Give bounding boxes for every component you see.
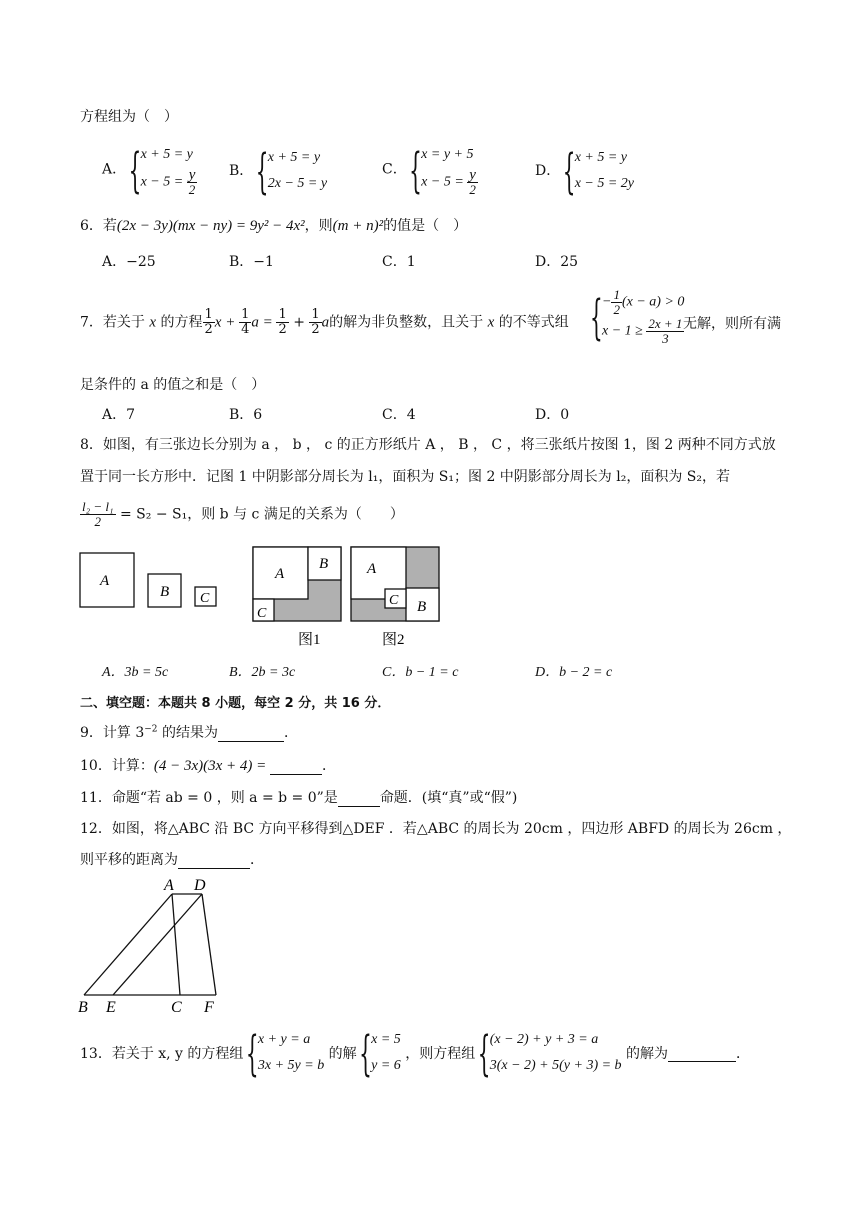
q7-option-a: A．7 — [102, 407, 136, 423]
q8-stem-line2: 置于同一长方形中．记图 1 中阴影部分周长为 l₁，面积为 S₁；图 2 中阴影部分周长为 l₂，面积为 S₂，若 — [80, 469, 730, 485]
q9-stem: 9．计算 $3^{-2}$ 的结果为 ． — [80, 724, 298, 741]
q8-figure — [76, 544, 446, 654]
q13-stem: 13．若关于 x, y 的方程组 { x + y = a 3x + 5y = b 的解 { x = 5 y = 6 ，则方程组 { (x − 2) + y + 3 = a 3(x − 2) + 5(y + 3) = b 的解为 ． — [80, 1027, 750, 1079]
q6-option-b: B．−1 — [229, 254, 274, 270]
q6-option-c: C．1 — [382, 254, 416, 270]
point-e-label: E — [106, 999, 116, 1016]
q12-stem-line2: 则平移的距离为 ． — [80, 852, 264, 868]
q13-answer-blank[interactable] — [668, 1045, 736, 1062]
q8-option-d: D．b − 2 = c — [535, 665, 613, 680]
svg-text:C: C — [257, 606, 267, 621]
q10-answer-blank[interactable] — [270, 758, 322, 775]
q7-option-c: C．4 — [382, 407, 416, 423]
q12-answer-blank[interactable] — [178, 852, 250, 869]
q7-inequality-system: { − $\frac{1}{2}$ (x − a) > 0 x − 1 ≥ $\frac{2x + 1}{3}$ — [592, 288, 684, 346]
q7-option-b: B．6 — [229, 407, 263, 423]
point-c-label: C — [171, 999, 182, 1016]
q7-stem-tail: 无解，则所有满 — [683, 316, 781, 332]
q10-stem: 10．计算：(4 − 3x)(3x + 4) = ． — [80, 758, 336, 774]
svg-text:C: C — [200, 591, 210, 606]
svg-text:C: C — [389, 593, 399, 608]
q6-option-a: A．−25 — [102, 254, 156, 270]
q12-stem-line1: 12．如图，将△ABC 沿 BC 方向平移得到△DEF ．若△ABC 的周长为 20cm ，四边形 ABFD 的周长为 26cm ， — [80, 821, 792, 837]
q8-option-c: C．b − 1 = c — [382, 665, 459, 680]
q5-option-a: A． { x + 5 = y x − 5 = $\frac{y}{2}$ — [102, 142, 197, 197]
point-d-label: D — [194, 877, 206, 894]
q7-stem: 7．若关于 x 的方程 $\frac{1}{2}$ x + $\frac{1}{4}$ a = $\frac{1}{2}$ + $\frac{1}{2}$ a的解为非负整数，且关于 x 的不等式组 — [80, 307, 569, 337]
q11-answer-blank[interactable] — [338, 790, 380, 807]
figure-2 — [351, 547, 439, 648]
q7-option-d: D．0 — [535, 407, 570, 423]
svg-text:图1: 图1 — [298, 632, 321, 648]
q5-stem: 方程组为（ ） — [80, 109, 178, 125]
square-b — [148, 574, 181, 607]
point-a-label: A — [164, 877, 174, 894]
svg-text:图2: 图2 — [382, 632, 405, 648]
square-c — [195, 587, 216, 606]
svg-text:B: B — [319, 556, 329, 572]
q6-stem: 6．若(2x − 3y)(mx − ny) = 9y² − 4x²，则(m + n)²的值是（ ） — [80, 218, 468, 234]
svg-text:A: A — [367, 561, 377, 577]
q8-stem-line1: 8．如图，有三张边长分别为 a ， b ， c 的正方形纸片 A ， B ， C ，将三张纸片按图 1，图 2 两种不同方式放 — [80, 437, 776, 453]
q6-option-d: D．25 — [535, 254, 579, 270]
q8-option-a: A．3b = 5c — [102, 665, 169, 680]
q7-stem-line2: 足条件的 a 的值之和是（ ） — [80, 377, 266, 393]
figure-1 — [253, 547, 341, 648]
q12-translation-figure — [76, 872, 236, 1017]
q11-stem: 11．命题“若 ab = 0 ，则 a = b = 0”是 命题．(填“真”或“假”) — [80, 790, 518, 806]
svg-text:B: B — [160, 584, 170, 600]
q5-option-b: B． { x + 5 = y 2x − 5 = y — [229, 145, 327, 197]
svg-text:B: B — [417, 599, 427, 615]
section-heading: 二、填空题：本题共 8 小题，每空 2 分，共 16 分． — [80, 696, 391, 711]
q8-option-b: B．2b = 3c — [229, 665, 296, 680]
q8-stem-line3: $\frac{\text{l₂ − l₁}}{2}$ = S₂ − S₁，则 b 与 c 满足的关系为（ ） — [82, 499, 404, 529]
point-f-label: F — [204, 999, 214, 1016]
q5-option-c: C． { x = y + 5 x − 5 = $\frac{y}{2}$ — [382, 142, 478, 197]
q5-option-d: D． { x + 5 = y x − 5 = 2y — [535, 145, 634, 197]
point-b-label: B — [78, 999, 88, 1016]
square-a — [80, 553, 134, 607]
svg-text:A: A — [100, 573, 110, 589]
q9-answer-blank[interactable] — [218, 725, 284, 742]
svg-text:A: A — [275, 566, 285, 582]
